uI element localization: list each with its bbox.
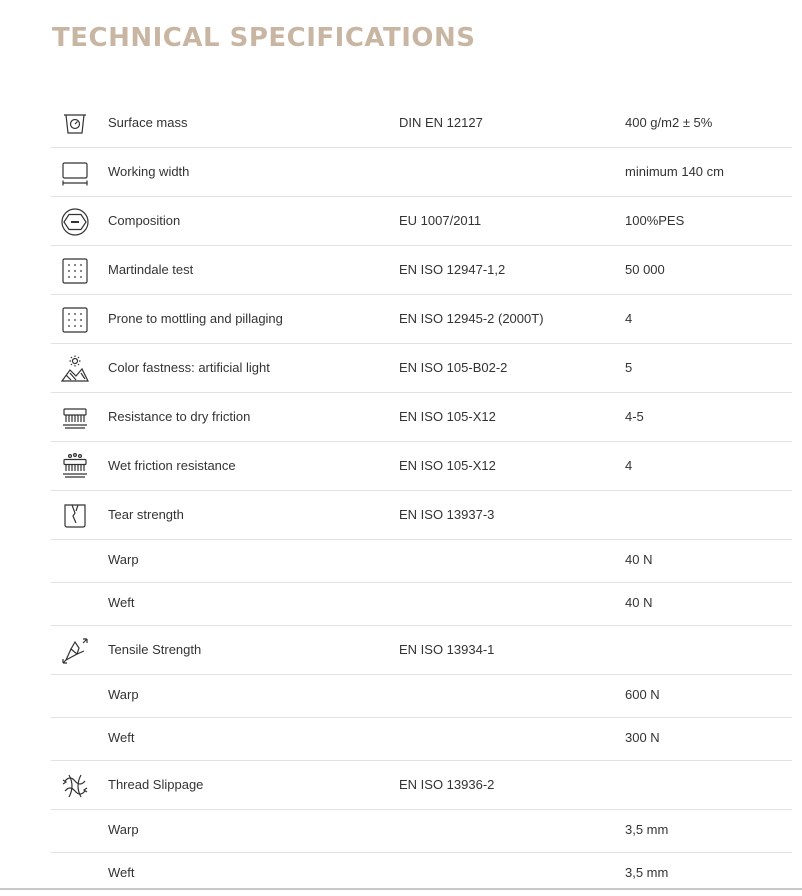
spec-name: Resistance to dry friction xyxy=(108,409,251,424)
spec-row-thread-slippage xyxy=(51,761,792,810)
spec-row-martindale xyxy=(51,246,792,295)
spec-name: Martindale test xyxy=(108,262,194,277)
fabric-grid-icon xyxy=(60,256,90,286)
spec-row-surface-mass xyxy=(51,99,792,148)
page-title: TECHNICAL SPECIFICATIONS xyxy=(52,23,476,53)
spec-value: 300 N xyxy=(625,730,660,745)
spec-row-composition xyxy=(51,197,792,246)
tensile-icon xyxy=(60,636,90,666)
spec-subrow-tear-warp xyxy=(51,540,792,583)
spec-name: Prone to mottling and pillaging xyxy=(108,311,283,326)
spec-row-pilling xyxy=(51,295,792,344)
spec-standard: DIN EN 12127 xyxy=(399,115,483,130)
spec-name: Working width xyxy=(108,164,190,179)
spec-value: 4-5 xyxy=(625,409,644,424)
dry-friction-icon xyxy=(60,403,90,433)
spec-name: Color fastness: artificial light xyxy=(108,360,270,375)
spec-value: 40 N xyxy=(625,552,653,567)
spec-name: Warp xyxy=(108,687,139,702)
spec-name: Weft xyxy=(108,595,135,610)
width-icon xyxy=(60,158,90,188)
spec-value: 600 N xyxy=(625,687,660,702)
spec-name: Wet friction resistance xyxy=(108,458,236,473)
wet-friction-icon xyxy=(60,452,90,482)
scale-icon xyxy=(60,109,90,139)
spec-value: 40 N xyxy=(625,595,653,610)
spec-standard: EN ISO 13937-3 xyxy=(399,507,495,522)
spec-standard: EN ISO 105-B02-2 xyxy=(399,360,508,375)
spec-row-tear-strength xyxy=(51,491,792,540)
spec-name: Surface mass xyxy=(108,115,188,130)
spec-standard: EN ISO 13936-2 xyxy=(399,777,495,792)
spec-name: Tensile Strength xyxy=(108,642,202,657)
spec-value: 400 g/m2 ± 5% xyxy=(625,115,713,130)
spec-subrow-tensile-weft xyxy=(51,718,792,761)
spec-value: 100%PES xyxy=(625,213,685,228)
spec-value: 5 xyxy=(625,360,633,375)
spec-table xyxy=(51,99,792,896)
slippage-icon xyxy=(60,771,90,801)
spec-standard: EN ISO 105-X12 xyxy=(399,458,496,473)
spec-subrow-tensile-warp xyxy=(51,675,792,718)
spec-standard: EN ISO 12945-2 (2000T) xyxy=(399,311,544,326)
spec-name: Warp xyxy=(108,552,139,567)
spec-value: 4 xyxy=(625,311,633,326)
spec-value: minimum 140 cm xyxy=(625,164,724,179)
spec-standard: EU 1007/2011 xyxy=(399,213,482,228)
spec-name: Warp xyxy=(108,822,139,837)
spec-row-working-width xyxy=(51,148,792,197)
spec-name: Weft xyxy=(108,865,135,880)
spec-value: 4 xyxy=(625,458,633,473)
spec-standard: EN ISO 13934-1 xyxy=(399,642,495,657)
spec-standard: EN ISO 105-X12 xyxy=(399,409,496,424)
spec-row-tensile-strength xyxy=(51,626,792,675)
spec-subrow-slippage-warp xyxy=(51,810,792,853)
spec-name: Weft xyxy=(108,730,135,745)
spec-row-wet-friction xyxy=(51,442,792,491)
tear-icon xyxy=(60,501,90,531)
spec-value: 3,5 mm xyxy=(625,865,669,880)
spec-row-light-fastness xyxy=(51,344,792,393)
spec-name: Composition xyxy=(108,213,181,228)
spec-row-dry-friction xyxy=(51,393,792,442)
spec-value: 3,5 mm xyxy=(625,822,669,837)
bottom-divider xyxy=(0,888,802,890)
spec-subrow-tear-weft xyxy=(51,583,792,626)
spec-standard: EN ISO 12947-1,2 xyxy=(399,262,506,277)
spec-name: Tear strength xyxy=(108,507,184,522)
fabric-grid-icon xyxy=(60,305,90,335)
spec-name: Thread Slippage xyxy=(108,777,204,792)
spec-value: 50 000 xyxy=(625,262,665,277)
light-fastness-icon xyxy=(60,354,90,384)
composition-icon xyxy=(60,207,90,237)
